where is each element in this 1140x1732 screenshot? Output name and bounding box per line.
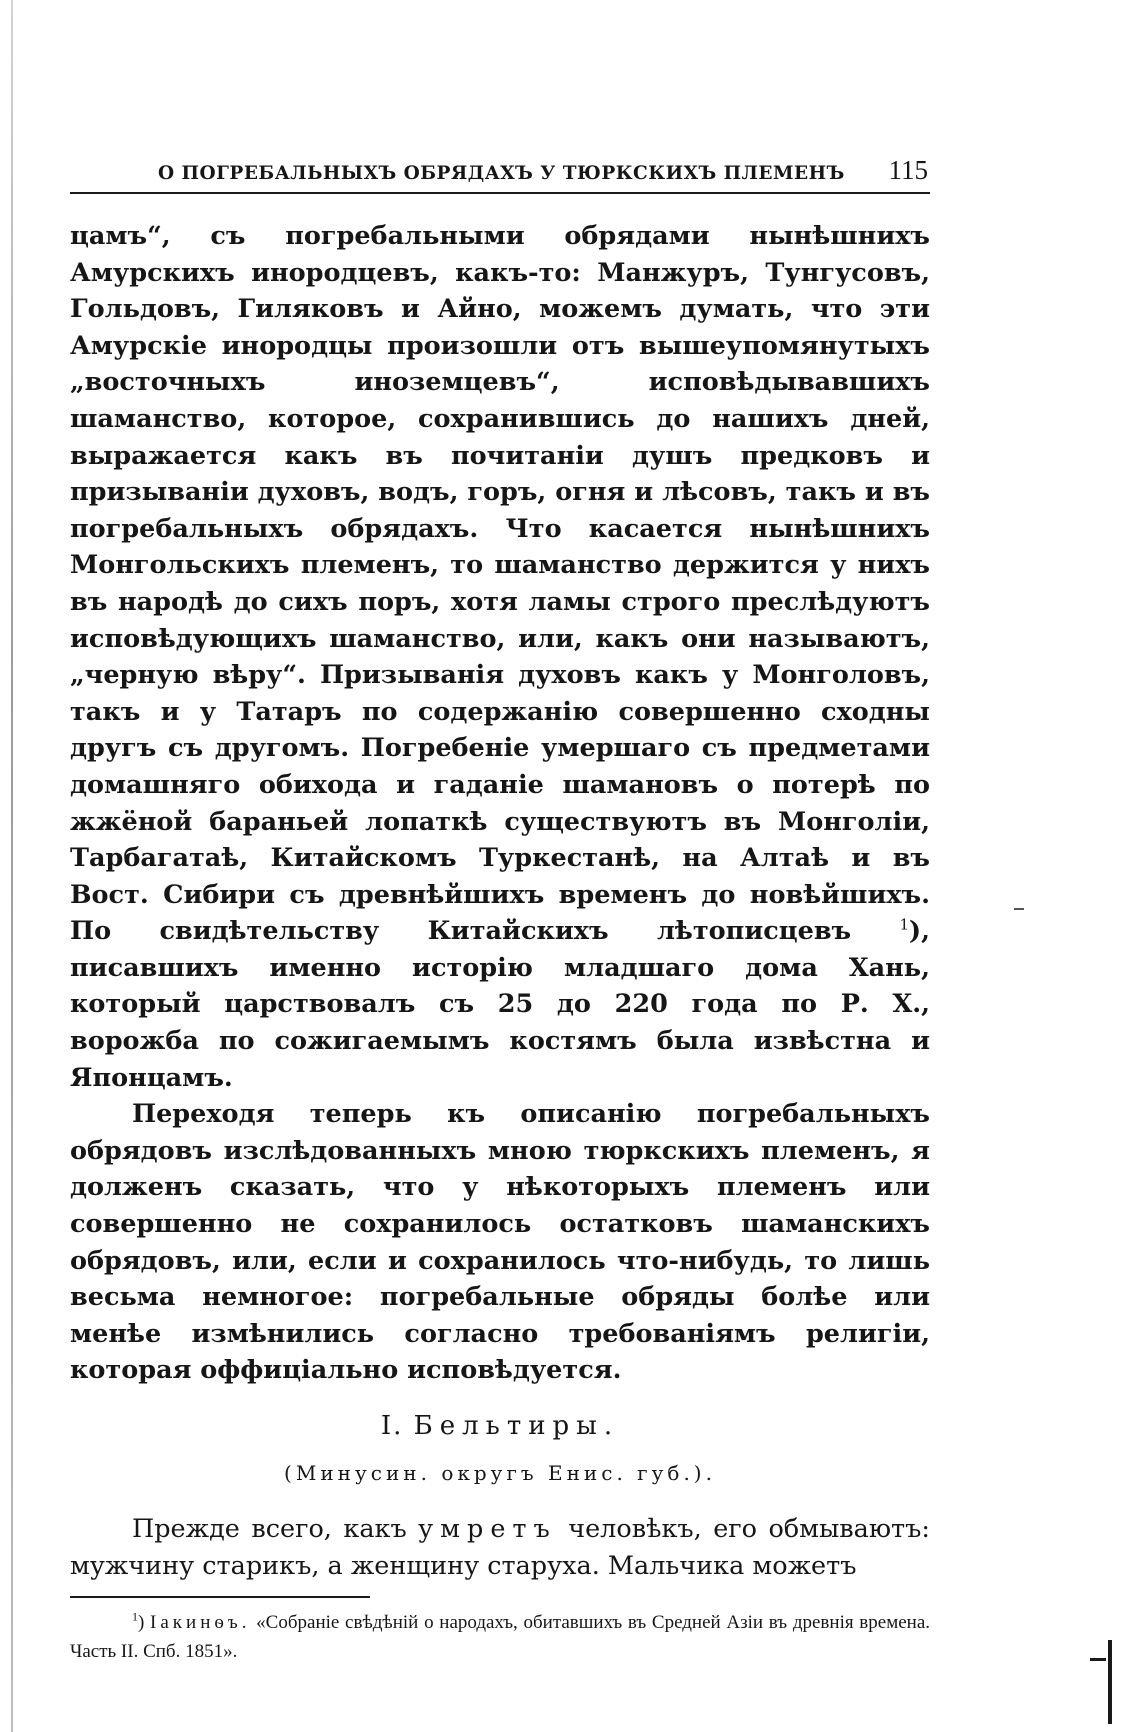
scan-edge-left <box>11 0 13 1732</box>
body-text <box>70 218 930 1389</box>
section-title: Бельтиры. <box>413 1411 620 1441</box>
paragraph-3-rest: человѣкъ, его обмываютъ: мужчину старикъ, а женщину старуха. Мальчика можетъ <box>70 1514 930 1581</box>
paragraph-1-text-b: ), писавшихъ именно исторію младшаго дома Хань, который царствовалъ съ 25 до 220 года по Р. Х., ворожба по сожигаемымъ костямъ была извѣстна и Японцамъ. <box>70 916 930 1093</box>
paragraph-3 <box>70 1511 930 1584</box>
scan-mark-dash <box>1090 1658 1106 1661</box>
paragraph-3-lead: Прежде всего, какъ <box>132 1514 407 1544</box>
paragraph-1 <box>70 218 930 1096</box>
footnote-text: «Собраніе свѣдѣній о народахъ, обитавшихъ въ Средней Азіи въ древнія времена. Часть II. Спб. 1851». <box>70 1612 931 1663</box>
footnote: $^1$) Іакинѳъ. «Собраніе свѣдѣній о народахъ, обитавшихъ въ Средней Азіи въ древнія времена. Часть II. Спб. 1851». <box>70 1609 931 1663</box>
footnote-divider <box>70 1596 370 1598</box>
section-heading <box>70 1411 930 1441</box>
section-number: I. <box>380 1411 404 1441</box>
scan-speck <box>1014 908 1024 910</box>
running-head <box>70 138 930 194</box>
footnote-mark: 1 <box>132 1609 138 1624</box>
section-subtitle: (Минусин. округъ Енис. губ.). <box>284 1461 716 1485</box>
page-number: 115 <box>888 155 928 185</box>
book-page <box>70 138 930 1666</box>
scan-edge-right <box>1108 1640 1112 1724</box>
paragraph-2: Переходя теперь къ описанію погребальныхъ обрядовъ изслѣдованныхъ мною тюркскихъ племенъ, я долженъ сказать, что у нѣкоторыхъ племенъ или совершенно не сохранилось остатковъ шаманскихъ обрядовъ, или, если и сохранилось что-нибудь, то лишь весьма немногое: погребальные обряды болѣе или менѣе измѣнились согласно требованіямъ религіи, которая оффиціально исповѣдуется. <box>70 1099 930 1386</box>
running-title: О ПОГРЕБАЛЬНЫХЪ ОБРЯДАХЪ У ТЮРКСКИХЪ ПЛЕМЕНЪ <box>158 163 845 184</box>
footnote-reference: 1 <box>899 915 910 934</box>
paragraph-3-spaced-word: умретъ <box>418 1514 557 1544</box>
footnote-author: Іакинѳъ. <box>150 1612 251 1634</box>
paragraph-1-text-a: цамъ“, съ погребальными обрядами нынѣшнихъ Амурскихъ инородцевъ, какъ-то: Манжуръ, Тунгусовъ, Гольдовъ, Гиляковъ и Айно, можемъ думать, что эти Амурскіе инородцы произошли отъ вышеупомянутыхъ „восточныхъ иноземцевъ“, исповѣдывавшихъ шаманство, которое, сохранившись до нашихъ дней, выражается какъ въ почитаніи душъ предковъ и призываніи духовъ, водъ, горъ, огня и лѣсовъ, такъ и въ погребальныхъ обрядахъ. Что касается нынѣшнихъ Монгольскихъ племенъ, то шаманство держится у нихъ въ народѣ до сихъ поръ, хотя ламы строго преслѣдуютъ исповѣдующихъ шаманство, или, какъ они называютъ, „черную вѣру“. Призыванія духовъ какъ у Монголовъ, такъ и у Татаръ по содержанію совершенно сходны другъ съ другомъ. Погребеніе умершаго съ предметами домашняго обихода и гаданіе шамановъ о потерѣ по жжёной бараньей лопаткѣ существуютъ въ Монголіи, Тарбагатаѣ, Китайскомъ Туркестанѣ, на Алтаѣ и въ Вост. Сибири съ древнѣйшихъ временъ до новѣйшихъ. По свидѣтельству Китайскихъ лѣтописцевъ <box>70 221 930 947</box>
